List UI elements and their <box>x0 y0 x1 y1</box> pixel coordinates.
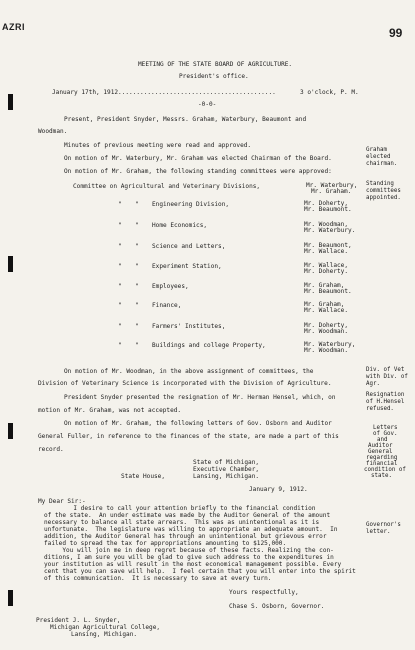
letter-body-line: You will join me in deep regret because of these facts. Realizing the con- <box>44 547 334 554</box>
ditto-mark: " <box>118 243 122 250</box>
committee-name: Finance, <box>152 302 182 309</box>
letter-body-line: of this communication. It is necessary to save at every turn. <box>44 575 272 582</box>
addressee-line: President J. L. Snyder, <box>36 617 121 624</box>
committee-member: Mr. Beaumont. <box>304 288 352 295</box>
margin-note-governor-2: letter. <box>366 529 391 535</box>
present-line-1: Present, President Snyder, Messrs. Graham, Waterbury, Beaumont and <box>64 116 307 123</box>
letter-body-line: failed to spread the tax for appropriations amounting to $125,000. <box>44 540 287 547</box>
page-number: 99 <box>389 26 403 40</box>
margin-note-letters-3: and <box>377 437 388 443</box>
ditto-mark: " <box>118 201 122 208</box>
letter-date: January 9, 1912. <box>249 486 308 493</box>
committee-name: Home Economics, <box>152 222 208 229</box>
addressee-line: Lansing, Michigan. <box>71 631 138 638</box>
margin-note-letters-7: financial <box>366 461 398 467</box>
margin-note-letters-2: of Gov. <box>373 431 398 437</box>
committee-member: Mr. Woodman, <box>304 221 349 228</box>
committee-name: Committee on Agricultural and Veterinary Divisions, <box>73 183 261 190</box>
ditto-mark: " <box>135 323 139 330</box>
ditto-mark: " <box>135 243 139 250</box>
committee-member: Mr. Doherty. <box>304 268 349 275</box>
addressee-line: Michigan Agricultural College, <box>50 624 161 631</box>
ditto-mark: " <box>118 342 122 349</box>
committee-member: Mr. Woodman. <box>304 347 349 354</box>
ditto-mark: " <box>118 302 122 309</box>
para-letters-line-3: record. <box>38 446 64 453</box>
committee-name: Buildings and college Property, <box>152 342 266 349</box>
committee-member: Mr. Graham. <box>311 188 352 195</box>
letter-body-line: necessary to balance all state arrears. This was as unintentional as it is <box>44 519 320 526</box>
committee-member: Mr. Wallace. <box>304 307 349 314</box>
margin-note-graham-2: elected <box>366 154 391 160</box>
margin-note-letters-9: state. <box>371 473 392 479</box>
committee-member: Mr. Beaumont, <box>304 242 352 249</box>
margin-note-letters-5: General <box>368 449 393 455</box>
margin-note-standing-2: committees <box>366 188 401 194</box>
committee-member: Mr. Wallace. <box>304 248 349 255</box>
margin-note-resign-3: refused. <box>366 406 394 412</box>
meeting-title: MEETING OF THE STATE BOARD OF AGRICULTURE. <box>138 61 293 68</box>
ditto-mark: " <box>118 222 122 229</box>
present-line-2: Woodman. <box>38 128 68 135</box>
meeting-date: January 17th, 1912........................................... <box>52 89 276 96</box>
letterhead-lansing: Lansing, Michigan. <box>193 473 260 480</box>
ditto-mark: " <box>135 283 139 290</box>
committee-member: Mr. Doherty, <box>304 322 349 329</box>
ditto-mark: " <box>118 323 122 330</box>
margin-note-standing-3: appointed. <box>366 195 401 201</box>
margin-note-letters-1: Letters <box>373 425 398 431</box>
para-vet-line-1: On motion of Mr. Woodman, in the above assignment of committees, the <box>64 368 314 375</box>
margin-note-standing-1: Standing <box>366 181 394 187</box>
ditto-mark: " <box>135 222 139 229</box>
committee-name: Science and Letters, <box>152 243 226 250</box>
committee-member: Mr. Waterbury, <box>304 341 356 348</box>
margin-note-governor-1: Governor's <box>366 522 401 528</box>
ditto-mark: " <box>135 201 139 208</box>
letterhead-chamber: Executive Chamber, <box>193 466 260 473</box>
motion-committees: On motion of Mr. Graham, the following standing committees were approved: <box>64 168 332 175</box>
para-letters-line-2: General Fuller, in reference to the finances of the state, are made a part of this <box>38 433 339 440</box>
margin-note-resign-2: of H.Hensel <box>366 399 405 405</box>
letterhead-state: State of Michigan, <box>193 459 260 466</box>
letter-body-line: I desire to call your attention briefly to the financial condition <box>44 505 316 512</box>
margin-note-letters-6: regarding <box>366 455 398 461</box>
page-code: AZRI <box>2 22 25 32</box>
ditto-mark: " <box>135 302 139 309</box>
committee-member: Mr. Doherty, <box>304 200 349 207</box>
committee-name: Experiment Station, <box>152 263 222 270</box>
letter-body-line: cent that you can save will help. I feel certain that you will enter into the spirit <box>44 568 356 575</box>
margin-note-graham-3: chairman. <box>366 161 398 167</box>
letter-body-line: of the state. An under estimate was made by the Auditor General of the amount <box>44 512 331 519</box>
letterhead-statehouse: State House, <box>121 473 166 480</box>
committee-name: Engineering Division, <box>152 201 230 208</box>
margin-note-resign-1: Resignation <box>366 392 405 398</box>
letter-body-line: addition, the Auditor General has through an unintentional but grievous error <box>44 533 327 540</box>
letter-signature: Chase S. Osborn, Governor. <box>229 603 325 610</box>
margin-mark <box>8 256 13 272</box>
margin-note-graham-1: Graham <box>366 147 387 153</box>
committee-member: Mr. Woodman. <box>304 328 349 335</box>
para-letters-line-1: On motion of Mr. Graham, the following letters of Gov. Osborn and Auditor <box>64 420 332 427</box>
committee-member: Mr. Graham, <box>304 282 345 289</box>
para-vet-line-2: Division of Veterinary Science is incorporated with the Division of Agriculture. <box>38 380 332 387</box>
ditto-mark: " <box>135 263 139 270</box>
ditto-mark: " <box>135 342 139 349</box>
motion-chairman: On motion of Mr. Waterbury, Mr. Graham was elected Chairman of the Board. <box>64 155 332 162</box>
margin-note-divvet-2: with Div. of <box>366 374 408 380</box>
letter-salutation: My Dear Sir:- <box>38 498 86 505</box>
letter-body-line: unfortunate. The legislature was willing to appropriate an adequate amount. In <box>44 526 338 533</box>
committee-member: Mr. Beaumont. <box>304 206 352 213</box>
committee-member: Mr. Waterbury, <box>306 182 358 189</box>
margin-note-letters-8: condition of <box>364 467 406 473</box>
margin-note-letters-4: Auditor <box>368 443 393 449</box>
margin-note-divvet-1: Div. of Vet <box>366 367 405 373</box>
meeting-subtitle: President's office. <box>179 73 249 80</box>
para-resign-line-1: President Snyder presented the resignation of Mr. Herman Hensel, which, on <box>64 394 336 401</box>
committee-name: Farmers' Institutes, <box>152 323 226 330</box>
meeting-time: 3 o'clock, P. M. <box>300 89 359 96</box>
ditto-mark: " <box>118 283 122 290</box>
committee-member: Mr. Waterbury. <box>304 227 356 234</box>
committee-name: Employees, <box>152 283 189 290</box>
margin-note-divvet-3: Agr. <box>366 381 380 387</box>
ditto-mark: " <box>118 263 122 270</box>
committee-member: Mr. Graham, <box>304 301 345 308</box>
committee-member: Mr. Wallace, <box>304 262 349 269</box>
letter-body-line: your institution as will result in the most economical management possible. Every <box>44 561 342 568</box>
para-resign-line-2: motion of Mr. Graham, was not accepted. <box>38 407 182 414</box>
letter-body-line: ditions, I am sure you will be glad to give such address to the expenditures in <box>44 554 334 561</box>
margin-mark <box>8 590 13 606</box>
letter-closing: Yours respectfully, <box>229 589 299 596</box>
minutes-line: Minutes of previous meeting were read and approved. <box>64 142 252 149</box>
margin-mark <box>8 423 13 439</box>
divider: -0-0- <box>198 101 217 108</box>
margin-mark <box>8 94 13 110</box>
